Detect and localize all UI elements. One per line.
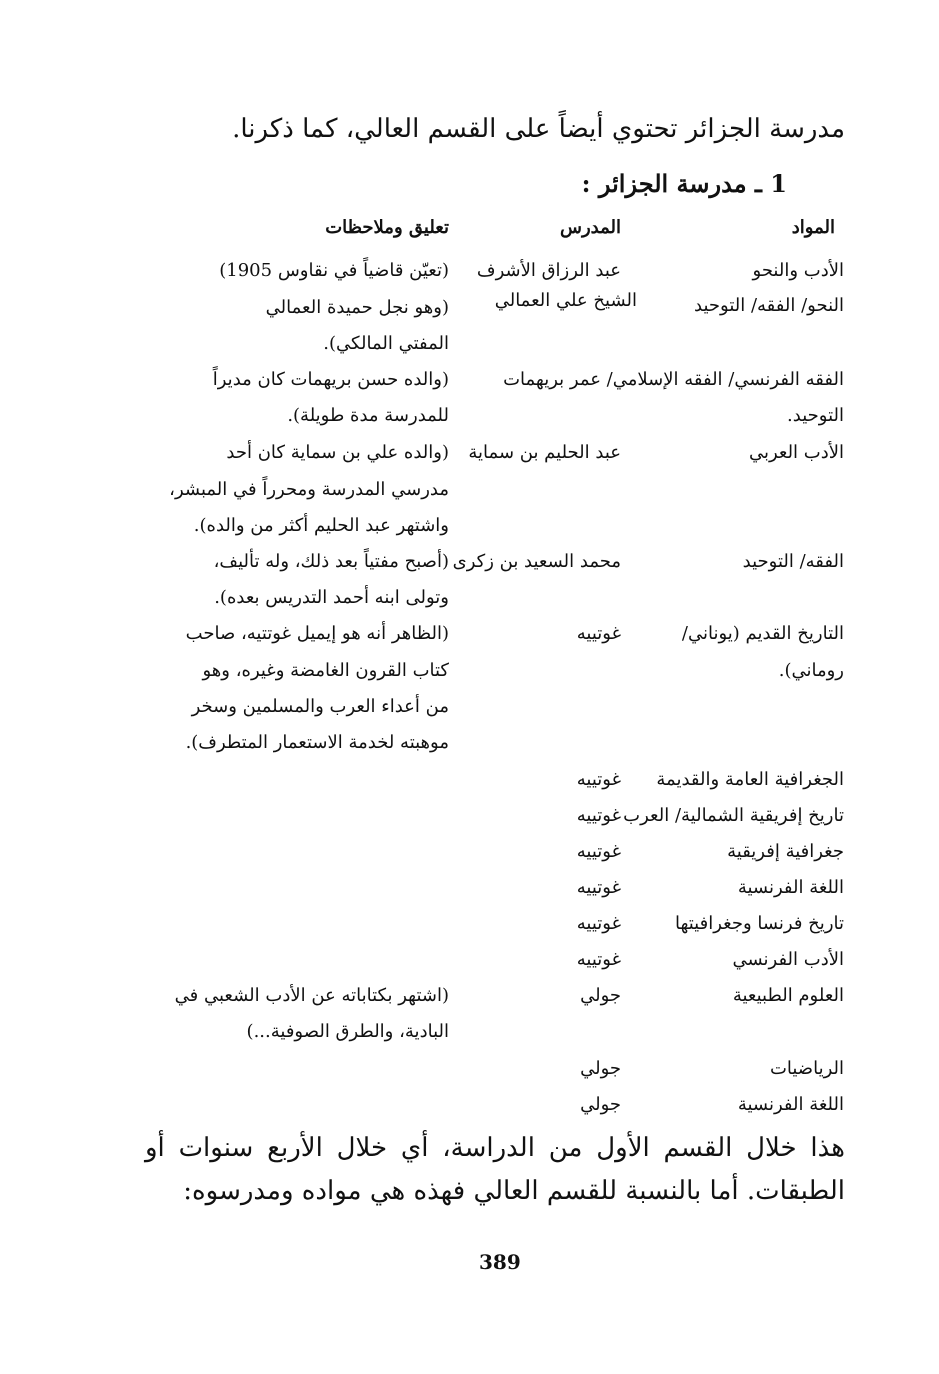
table-cell-subject: الأدب العربي [748, 442, 844, 463]
table-cell-teacher: غوتييه [576, 949, 621, 970]
table-cell-subject: العلوم الطبيعية [732, 985, 844, 1006]
table-cell-subject: الفقه الفرنسي/ الفقه الإسلامي/ عمر بريهمات [503, 369, 844, 390]
table-cell-note: كتاب القرون الغامضة وغيره، وهو [202, 660, 449, 681]
table-cell-teacher: غوتييه [576, 877, 621, 898]
page-number: 389 [479, 1250, 521, 1274]
table-cell-note: (الظاهر أنه هو إيميل غوتتيه، صاحب [185, 623, 449, 644]
table-cell-teacher: غوتييه [576, 805, 621, 826]
table-cell-note: موهبته لخدمة الاستعمار المتطرف). [185, 732, 449, 753]
column-header-teacher: المدرس [559, 217, 621, 238]
table-cell-teacher: جولي [580, 1094, 621, 1115]
table-cell-subject: الفقه/ التوحيد [742, 551, 844, 572]
table-cell-note: للمدرسة مدة طويلة). [287, 405, 449, 426]
table-cell-subject: التاريخ القديم (يوناني/ [681, 623, 844, 644]
table-cell-note: (تعيّن قاضياً في نقاوس 1905) [219, 260, 449, 281]
column-header-subject: المواد [791, 217, 835, 238]
intro-paragraph: مدرسة الجزائر تحتوي أيضاً على القسم العالي، كما ذكرنا. [232, 114, 845, 144]
table-cell-teacher: غوتييه [576, 769, 621, 790]
table-cell-note: مدرسي المدرسة ومحرراً في المبشر، [169, 479, 449, 500]
table-cell-note: واشتهر عبد الحليم أكثر من والده). [193, 515, 449, 536]
table-cell-subject: النحو/ الفقه/ التوحيد [694, 295, 844, 316]
table-cell-subject: اللغة الفرنسية [737, 877, 844, 898]
table-cell-teacher: غوتييه [576, 913, 621, 934]
table-cell-teacher: غوتييه [576, 623, 621, 644]
table-cell-note: وتولى ابنه أحمد التدريس بعده). [214, 587, 449, 608]
section-heading: 1 ـ مدرسة الجزائر : [581, 169, 787, 198]
column-header-notes: تعليق وملاحظات [325, 217, 449, 238]
table-cell-subject: الأدب الفرنسي [732, 949, 844, 970]
table-cell-subject: تاريخ إفريقية الشمالية/ العرب [623, 805, 844, 826]
table-cell-subject: الجغرافية العامة والقديمة [656, 769, 844, 790]
table-cell-note: (والده حسن بريهمات كان مديراً [212, 369, 449, 390]
table-cell-teacher: الشيخ علي العمالي [494, 290, 637, 311]
table-cell-subject: روماني). [778, 660, 844, 681]
table-cell-subject: تاريخ فرنسا وجغرافيتها [674, 913, 844, 934]
table-cell-note: المفتي المالكي). [323, 333, 449, 354]
table-cell-teacher: عبد الرزاق الأشرف [476, 260, 621, 281]
table-cell-note: من أعداء العرب والمسلمين وسخر [191, 696, 449, 717]
table-cell-note: (أصبح مفتياً بعد ذلك، وله تأليف، [213, 551, 449, 572]
closing-paragraph-line: هذا خلال القسم الأول من الدراسة، أي خلال الأربع سنوات أو [145, 1133, 845, 1163]
table-cell-teacher: غوتييه [576, 841, 621, 862]
table-cell-teacher: عبد الحليم بن سماية [468, 442, 621, 463]
table-cell-subject: اللغة الفرنسية [737, 1094, 844, 1115]
closing-paragraph-line: الطبقات. أما بالنسبة للقسم العالي فهذه هي مواده ومدرسوه: [183, 1176, 845, 1206]
table-cell-teacher: جولي [580, 1058, 621, 1079]
table-cell-subject: الأدب والنحو [752, 260, 844, 281]
table-cell-note: (وهو نجل حميدة العمالي [265, 297, 449, 318]
table-cell-teacher: محمد السعيد بن زكرى [452, 551, 621, 572]
table-cell-note: البادية، والطرق الصوفية...) [246, 1021, 449, 1042]
table-cell-note: (اشتهر بكتاباته عن الأدب الشعبي في [174, 985, 449, 1006]
table-cell-subject: الرياضيات [769, 1058, 844, 1079]
table-cell-subject: جغرافية إفريقية [727, 841, 844, 862]
table-cell-note: (والده علي بن سماية كان أحد [226, 442, 449, 463]
table-cell-subject: التوحيد. [787, 405, 844, 426]
table-cell-teacher: جولي [580, 985, 621, 1006]
